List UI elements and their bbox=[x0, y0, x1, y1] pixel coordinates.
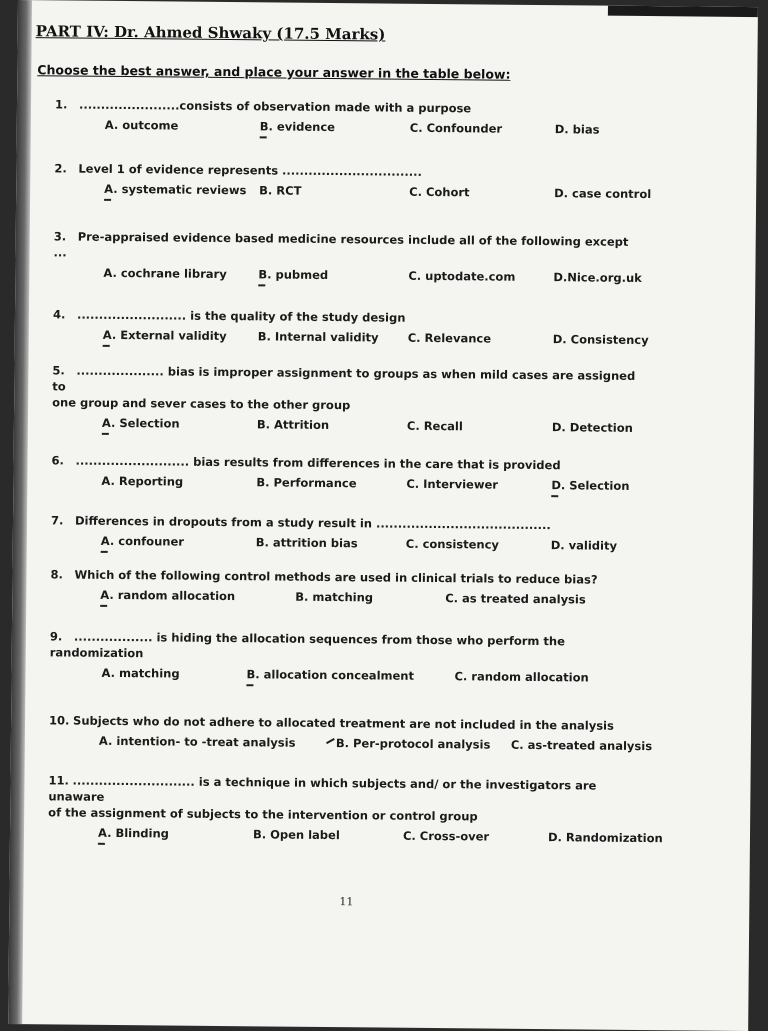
answer-option-text: C. as treated analysis bbox=[445, 591, 586, 607]
answer-option-text: C. as-treated analysis bbox=[510, 737, 653, 754]
answer-option bbox=[336, 736, 491, 751]
answer-option bbox=[552, 420, 633, 435]
answer-options bbox=[48, 822, 663, 848]
answer-option-text: A. cochrane library bbox=[103, 265, 227, 282]
answer-option-text: C. Cohort bbox=[409, 184, 470, 200]
answer-option bbox=[246, 667, 414, 683]
answer-option bbox=[98, 826, 169, 841]
answer-option-text: A. External validity bbox=[102, 327, 227, 344]
answer-option bbox=[253, 827, 340, 842]
answer-option-text: A. confouner bbox=[100, 533, 185, 549]
question-line: ............................ is a technique in which subjects and/ or the investigators are unaware bbox=[48, 773, 597, 804]
question-number: 5. bbox=[52, 363, 65, 378]
answer-option bbox=[553, 270, 642, 285]
question bbox=[50, 566, 650, 610]
question bbox=[53, 228, 653, 288]
question-line: ... bbox=[53, 245, 67, 260]
question-line: .................... bias is improper assignment to groups as when mild cases are assigned to bbox=[52, 363, 636, 394]
answer-option-text: D.Nice.org.uk bbox=[553, 270, 642, 286]
answer-options bbox=[49, 730, 653, 756]
answer-option bbox=[408, 331, 491, 346]
answer-option-text: B. attrition bias bbox=[255, 535, 358, 551]
handwritten-answer-mark bbox=[551, 495, 558, 497]
answer-option bbox=[258, 329, 379, 344]
page-number: 11 bbox=[339, 895, 354, 909]
question-line: .......................... bias results from differences in the care that is provided bbox=[75, 453, 561, 473]
handwritten-answer-mark bbox=[98, 843, 105, 845]
answer-option bbox=[295, 590, 373, 605]
answer-option-text: C. random allocation bbox=[454, 669, 589, 685]
answer-option-text: B. Open label bbox=[252, 827, 340, 843]
question-line: Pre-appraised evidence based medicine resources include all of the following except bbox=[77, 229, 629, 249]
answer-option-text: A. intention- to -treat analysis bbox=[98, 733, 296, 750]
answer-option bbox=[256, 475, 356, 490]
answer-option-text: B. matching bbox=[295, 589, 374, 605]
answer-option bbox=[511, 738, 652, 753]
answer-option bbox=[454, 669, 588, 684]
page-corner-shadow bbox=[608, 6, 758, 17]
answer-options bbox=[49, 662, 649, 688]
answer-option bbox=[101, 534, 184, 549]
answer-option-text: C. Cross-over bbox=[402, 828, 490, 844]
answer-options bbox=[54, 178, 654, 204]
answer-option-text: C. uptodate.com bbox=[408, 268, 516, 284]
answer-options bbox=[52, 412, 652, 438]
question bbox=[52, 362, 653, 438]
answer-option bbox=[555, 122, 600, 136]
section-header: PART IV: Dr. Ahmed Shwaky (17.5 Marks) bbox=[35, 22, 386, 44]
question bbox=[49, 712, 653, 756]
question-number: 8. bbox=[50, 567, 63, 582]
question-number: 7. bbox=[50, 513, 64, 528]
question bbox=[51, 512, 651, 556]
answer-option bbox=[257, 417, 329, 432]
answer-option-text: D. Selection bbox=[551, 478, 630, 493]
answer-option-text: C. Relevance bbox=[407, 330, 492, 346]
answer-option-text: D. validity bbox=[550, 538, 618, 553]
answer-option-text: B. evidence bbox=[259, 119, 336, 135]
question-number: 6. bbox=[51, 453, 65, 468]
question-line: one group and sever cases to the other group bbox=[52, 395, 351, 413]
answer-option-text: B. RCT bbox=[259, 183, 302, 198]
question bbox=[48, 772, 663, 848]
answer-option bbox=[258, 267, 328, 282]
answer-option bbox=[410, 121, 502, 136]
answer-options bbox=[55, 114, 655, 140]
answer-option bbox=[101, 666, 179, 681]
question-line: randomization bbox=[49, 645, 144, 661]
answer-options bbox=[53, 324, 653, 350]
answer-option bbox=[256, 535, 358, 550]
question-line: Level 1 of evidence represents ................................ bbox=[78, 161, 422, 179]
answer-option-text: C. Recall bbox=[406, 418, 463, 434]
answer-option-text: D. Consistency bbox=[552, 332, 649, 348]
handwritten-answer-mark bbox=[102, 433, 109, 435]
answer-option-text: B. Attrition bbox=[256, 417, 330, 433]
question-number: 3. bbox=[53, 229, 67, 244]
answer-option-text: D. Randomization bbox=[547, 830, 663, 846]
answer-option-text: A. Blinding bbox=[97, 825, 169, 841]
answer-option-text: A. Reporting bbox=[101, 473, 184, 489]
answer-options bbox=[53, 262, 653, 288]
handwritten-answer-mark bbox=[103, 345, 110, 347]
instructions: Choose the best answer, and place your answer in the table below: bbox=[37, 62, 511, 82]
handwritten-answer-mark bbox=[260, 136, 267, 138]
handwritten-answer-mark bbox=[100, 605, 107, 607]
question-number: 4. bbox=[52, 307, 66, 322]
answer-option bbox=[102, 416, 180, 431]
answer-option bbox=[445, 591, 586, 606]
handwritten-answer-mark bbox=[104, 199, 111, 201]
answer-option bbox=[101, 474, 183, 489]
answer-option bbox=[103, 328, 227, 343]
answer-option bbox=[408, 269, 515, 284]
answer-option bbox=[554, 186, 651, 201]
question-line: ......................... is the quality of the study design bbox=[76, 307, 406, 325]
answer-option-text: A. outcome bbox=[104, 117, 179, 133]
answer-options bbox=[51, 470, 651, 496]
answer-option bbox=[551, 478, 629, 493]
answer-option-text: B. Per-protocol analysis bbox=[335, 736, 491, 752]
answer-option-text: D. Detection bbox=[551, 420, 633, 435]
question-line: .......................consists of observation made with a purpose bbox=[78, 97, 472, 116]
handwritten-answer-mark bbox=[326, 738, 335, 744]
question bbox=[55, 96, 655, 140]
question-line: of the assignment of subjects to the intervention or control group bbox=[48, 805, 478, 824]
answer-option-text: B. Internal validity bbox=[257, 329, 379, 345]
answer-option-text: A. Selection bbox=[101, 415, 180, 431]
answer-option bbox=[409, 185, 470, 200]
question bbox=[54, 160, 654, 204]
question bbox=[53, 306, 653, 350]
answer-option bbox=[259, 183, 301, 197]
answer-option bbox=[260, 119, 335, 134]
exam-page bbox=[8, 0, 758, 1031]
answer-option-text: D. case control bbox=[554, 186, 652, 202]
answer-option-text: C. Interviewer bbox=[406, 476, 499, 492]
question-line: Which of the following control methods are used in clinical trials to reduce bias? bbox=[74, 567, 598, 587]
answer-option-text: A. systematic reviews bbox=[104, 181, 247, 198]
answer-option bbox=[104, 182, 246, 197]
answer-options bbox=[51, 530, 651, 556]
answer-option bbox=[105, 118, 179, 133]
question-number: 1. bbox=[54, 97, 68, 112]
answer-option bbox=[406, 537, 499, 552]
question-number: 2. bbox=[54, 161, 67, 176]
question bbox=[49, 628, 649, 688]
question-line: Subjects who do not adhere to allocated treatment are not included in the analysis bbox=[73, 713, 614, 733]
answer-option-text: C. consistency bbox=[405, 536, 500, 552]
answer-option bbox=[403, 829, 489, 844]
answer-option-text: A. random allocation bbox=[100, 587, 236, 604]
handwritten-answer-mark bbox=[246, 684, 253, 686]
answer-options bbox=[50, 584, 650, 610]
question-line: .................. is hiding the allocation sequences from those who perform the bbox=[73, 629, 566, 649]
answer-option bbox=[551, 538, 617, 553]
answer-option bbox=[553, 332, 649, 347]
question bbox=[51, 452, 651, 496]
question-number: 11. bbox=[48, 773, 69, 788]
answer-option bbox=[103, 266, 226, 281]
answer-option bbox=[407, 419, 463, 434]
question-number: 10. bbox=[49, 713, 70, 728]
answer-option bbox=[99, 734, 296, 750]
answer-option bbox=[100, 588, 235, 603]
handwritten-answer-mark bbox=[101, 551, 108, 553]
answer-option-text: D. bias bbox=[554, 122, 600, 137]
answer-option bbox=[548, 830, 663, 845]
answer-option-text: A. matching bbox=[101, 665, 180, 681]
answer-option-text: B. Performance bbox=[256, 475, 357, 491]
answer-option-text: B. pubmed bbox=[258, 267, 329, 282]
handwritten-answer-mark bbox=[258, 284, 265, 286]
question-line: Differences in dropouts from a study result in ........................................ bbox=[74, 513, 551, 533]
page-spine-shadow bbox=[8, 0, 32, 1024]
question-number: 9. bbox=[49, 629, 63, 644]
answer-option-text: C. Confounder bbox=[409, 120, 503, 136]
answer-option-text: B. allocation concealment bbox=[246, 667, 415, 683]
answer-option bbox=[406, 477, 498, 492]
